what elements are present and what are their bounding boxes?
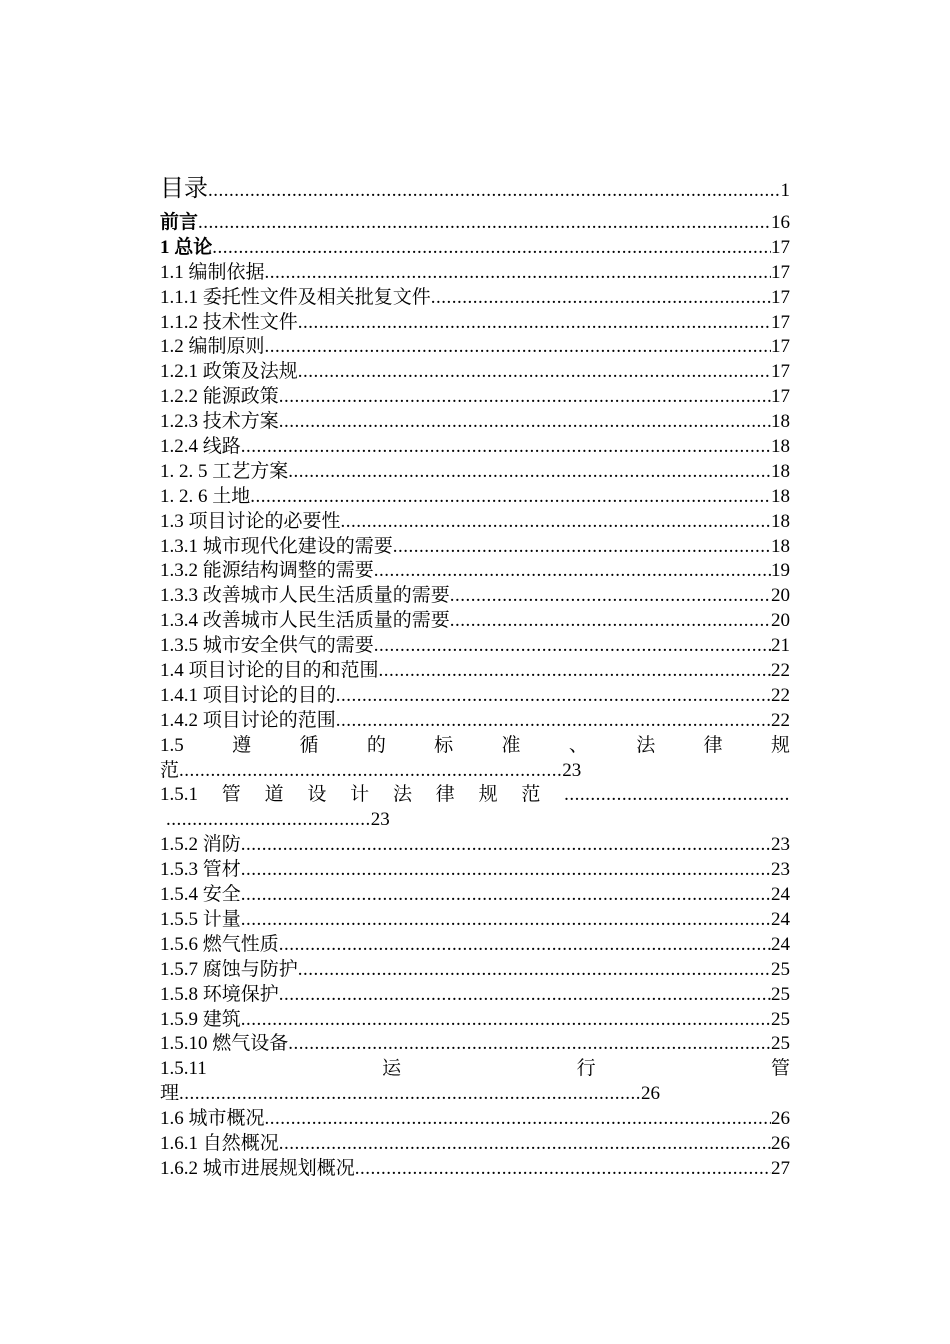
dot-leader [279,983,771,1008]
dot-leader [198,211,771,236]
toc-page-number: 27 [771,1157,790,1179]
toc-entry-label: 1.3.1 城市现代化建设的需要 [160,535,393,557]
toc-entry[interactable] [160,435,790,460]
toc-entry-label: 1.1.2 技术性文件 [160,311,298,333]
toc-page-number: 17 [771,336,790,358]
toc-wrapped-entry-1-5-continuation [160,759,790,784]
toc-page-number: 21 [771,635,790,657]
dot-leader: ........................................... [564,784,790,806]
toc-entry-label: 1.5.2 消防 [160,834,241,856]
toc-entry[interactable] [160,709,790,734]
toc-page-number: 23 [771,834,790,856]
toc-entry-label: 1.4.1 项目讨论的目的 [160,684,336,706]
toc-entry[interactable] [160,360,790,385]
toc-page-number: 22 [771,684,790,706]
toc-entry-word: 律 [435,784,455,806]
dot-leader [279,1132,771,1157]
toc-page-number: 18 [771,460,790,482]
toc-entry[interactable] [160,659,790,684]
toc-wrapped-entry-1-5-1 [160,783,790,808]
toc-entry[interactable] [160,958,790,983]
toc-entry-label: 1.5.10 燃气设备 [160,1033,289,1055]
toc-entry-label: 1.3.4 改善城市人民生活质量的需要 [160,610,450,632]
toc-entry-label: 1.5.6 燃气性质 [160,933,279,955]
toc-entry-label: 范 [160,759,180,781]
dot-leader [298,360,771,385]
toc-page-number: 23 [562,759,582,781]
dot-leader [374,559,771,584]
toc-page-number: 17 [771,286,790,308]
dot-leader [241,435,771,460]
toc-entry-label: 1 总论 [160,236,213,258]
dot-leader [450,609,771,634]
toc-page-number: 26 [771,1108,790,1130]
dot-leader: ....................................... [166,809,371,831]
toc-entry-word: 1.5.11 [160,1058,207,1080]
toc-entry-label: 1.4.2 项目讨论的范围 [160,709,336,731]
toc-entry-word: 规 [770,734,790,756]
toc-entry[interactable] [160,883,790,908]
dot-leader [341,510,771,535]
toc-entry[interactable] [160,1157,790,1182]
toc-wrapped-entry-1-5-1-continuation [160,808,790,833]
toc-page-number: 17 [771,386,790,408]
toc-page-number: 22 [771,709,790,731]
toc-page-number: 25 [771,958,790,980]
toc-page-number: 24 [771,884,790,906]
toc-page-number: 20 [771,610,790,632]
toc-entry-word: 标 [434,734,454,756]
dot-leader [241,833,771,858]
toc-entry-label: 前言 [160,212,199,233]
toc-entry-label: 1.3.5 城市安全供气的需要 [160,635,374,657]
dot-leader [241,858,771,883]
dot-leader [288,1032,771,1057]
toc-entry-label: 1.5.4 安全 [160,884,241,906]
toc-entry-label: 1. 2. 6 土地 [160,485,251,507]
toc-entry-label: 1.1 编制依据 [160,261,265,283]
toc-entry-label: 1.2.3 技术方案 [160,411,279,433]
toc-entry[interactable] [160,684,790,709]
toc-title: 目录 [160,176,208,202]
toc-entry[interactable] [160,584,790,609]
toc-entry-word: 、 [568,734,588,756]
dot-leader [212,236,771,261]
toc-entry[interactable] [160,908,790,933]
toc-page-number: 26 [641,1083,661,1105]
toc-entry[interactable] [160,410,790,435]
toc-entry-word: 律 [703,734,723,756]
dot-leader [279,385,771,410]
toc-entry[interactable] [160,933,790,958]
toc-entry-label: 1.6.1 自然概况 [160,1132,279,1154]
toc-page-number: 17 [771,361,790,383]
dot-leader [265,1107,771,1132]
toc-entry-label: 1. 2. 5 工艺方案 [160,460,289,482]
toc-entry-label: 1.3.2 能源结构调整的需要 [160,560,374,582]
toc-wrapped-entry-1-5 [160,734,790,759]
toc-entry[interactable] [160,460,790,485]
toc-page-number: 16 [771,212,790,233]
toc-entry-word: 管 [221,784,241,806]
toc-entry-word: 运 [382,1058,402,1080]
toc-page-number: 18 [771,510,790,532]
toc-entry-label: 1.2 编制原则 [160,336,265,358]
dot-leader [355,1157,771,1182]
toc-entry[interactable] [160,535,790,560]
toc-page-number: 26 [771,1132,790,1154]
dot-leader [393,535,771,560]
toc-entries-group [160,1107,790,1182]
dot-leader [298,311,771,336]
toc-page-number: 25 [771,983,790,1005]
dot-leader [241,908,771,933]
toc-entry-word: 循 [299,734,319,756]
toc-entry-label: 1.2.1 政策及法规 [160,361,298,383]
toc-entry-label: 1.1.1 委托性文件及相关批复文件 [160,286,431,308]
toc-entry[interactable] [160,1132,790,1157]
toc-page-number: 18 [771,436,790,458]
toc-entry-word: 范 [521,784,541,806]
toc-entry-label: 1.5.8 环境保护 [160,983,279,1005]
toc-page-number: 18 [771,411,790,433]
table-of-contents [160,172,790,1182]
toc-entry-word: 准 [501,734,521,756]
toc-entry[interactable] [160,385,790,410]
toc-entry[interactable] [160,983,790,1008]
dot-leader [241,883,771,908]
toc-page-number: 25 [771,1033,790,1055]
toc-entry-word: 设 [307,784,327,806]
toc-wrapped-entry-1-5-11 [160,1057,790,1082]
toc-entry[interactable] [160,335,790,360]
dot-leader [265,335,771,360]
toc-entry[interactable] [160,286,790,311]
toc-entry-word: 规 [478,784,498,806]
toc-page-number: 18 [771,535,790,557]
toc-entry-label: 1.5.7 腐蚀与防护 [160,958,298,980]
toc-entry-word: 道 [264,784,284,806]
dot-leader [431,286,771,311]
toc-entry[interactable] [160,311,790,336]
toc-page-number: 1 [780,180,790,201]
toc-page-number: 18 [771,485,790,507]
toc-entry[interactable] [160,634,790,659]
toc-page-number: 24 [771,933,790,955]
toc-page-number: 20 [771,585,790,607]
toc-entry[interactable] [160,211,790,236]
toc-page-number: 23 [370,809,390,831]
toc-entry-word: 1.5.1 [160,784,198,806]
toc-entry-label: 1.6.2 城市进展规划概况 [160,1157,355,1179]
toc-entry[interactable] [160,858,790,883]
toc-title-row [160,172,790,206]
toc-entry-label: 1.6 城市概况 [160,1108,265,1130]
toc-entry-word: 法 [636,734,656,756]
toc-entry[interactable] [160,261,790,286]
toc-entry-word: 计 [350,784,370,806]
toc-entry[interactable] [160,1107,790,1132]
toc-entry-label: 1.3.3 改善城市人民生活质量的需要 [160,585,450,607]
dot-leader [279,933,771,958]
toc-page-number: 24 [771,908,790,930]
toc-entry-word: 法 [392,784,412,806]
dot-leader: ......................................................................... [179,759,563,781]
toc-entries-group [160,211,790,734]
dot-leader [298,958,771,983]
toc-entry-word: 行 [576,1058,596,1080]
toc-entry[interactable] [160,485,790,510]
toc-entry[interactable] [160,236,790,261]
toc-entry[interactable] [160,833,790,858]
toc-entry-word: 的 [366,734,386,756]
toc-wrapped-entry-1-5-11-continuation [160,1082,790,1107]
toc-entry-label: 1.2.2 能源政策 [160,386,279,408]
toc-entry[interactable] [160,1032,790,1057]
dot-leader [279,410,771,435]
dot-leader [379,659,771,684]
toc-entry-label: 1.5.9 建筑 [160,1008,241,1030]
dot-leader [208,174,781,206]
toc-entry-label: 理 [160,1083,180,1105]
toc-page-number: 17 [771,311,790,333]
toc-page-number: 23 [771,859,790,881]
toc-page-number: 17 [771,236,790,258]
dot-leader [374,634,771,659]
dot-leader [336,684,771,709]
toc-entry[interactable] [160,1008,790,1033]
dot-leader [265,261,771,286]
toc-page-number: 17 [771,261,790,283]
toc-entry-label: 1.5.3 管材 [160,859,241,881]
toc-entry-label: 1.2.4 线路 [160,436,241,458]
toc-entry-word: 管 [770,1058,790,1080]
toc-entry[interactable] [160,510,790,535]
dot-leader: ........................................................................................ [179,1083,642,1105]
dot-leader [288,460,771,485]
toc-entry-label: 1.4 项目讨论的目的和范围 [160,660,379,682]
toc-entry[interactable] [160,559,790,584]
toc-entry[interactable] [160,609,790,634]
dot-leader [250,485,771,510]
toc-entry-word: 遵 [232,734,252,756]
toc-page-number: 22 [771,660,790,682]
toc-entry-label: 1.3 项目讨论的必要性 [160,510,341,532]
toc-entries-group [160,833,790,1057]
toc-entry-label: 1.5.5 计量 [160,908,241,930]
dot-leader [336,709,771,734]
dot-leader [450,584,771,609]
toc-page-number: 25 [771,1008,790,1030]
toc-entry-word: 1.5 [160,734,184,756]
toc-page-number: 19 [771,560,790,582]
dot-leader [241,1008,771,1033]
